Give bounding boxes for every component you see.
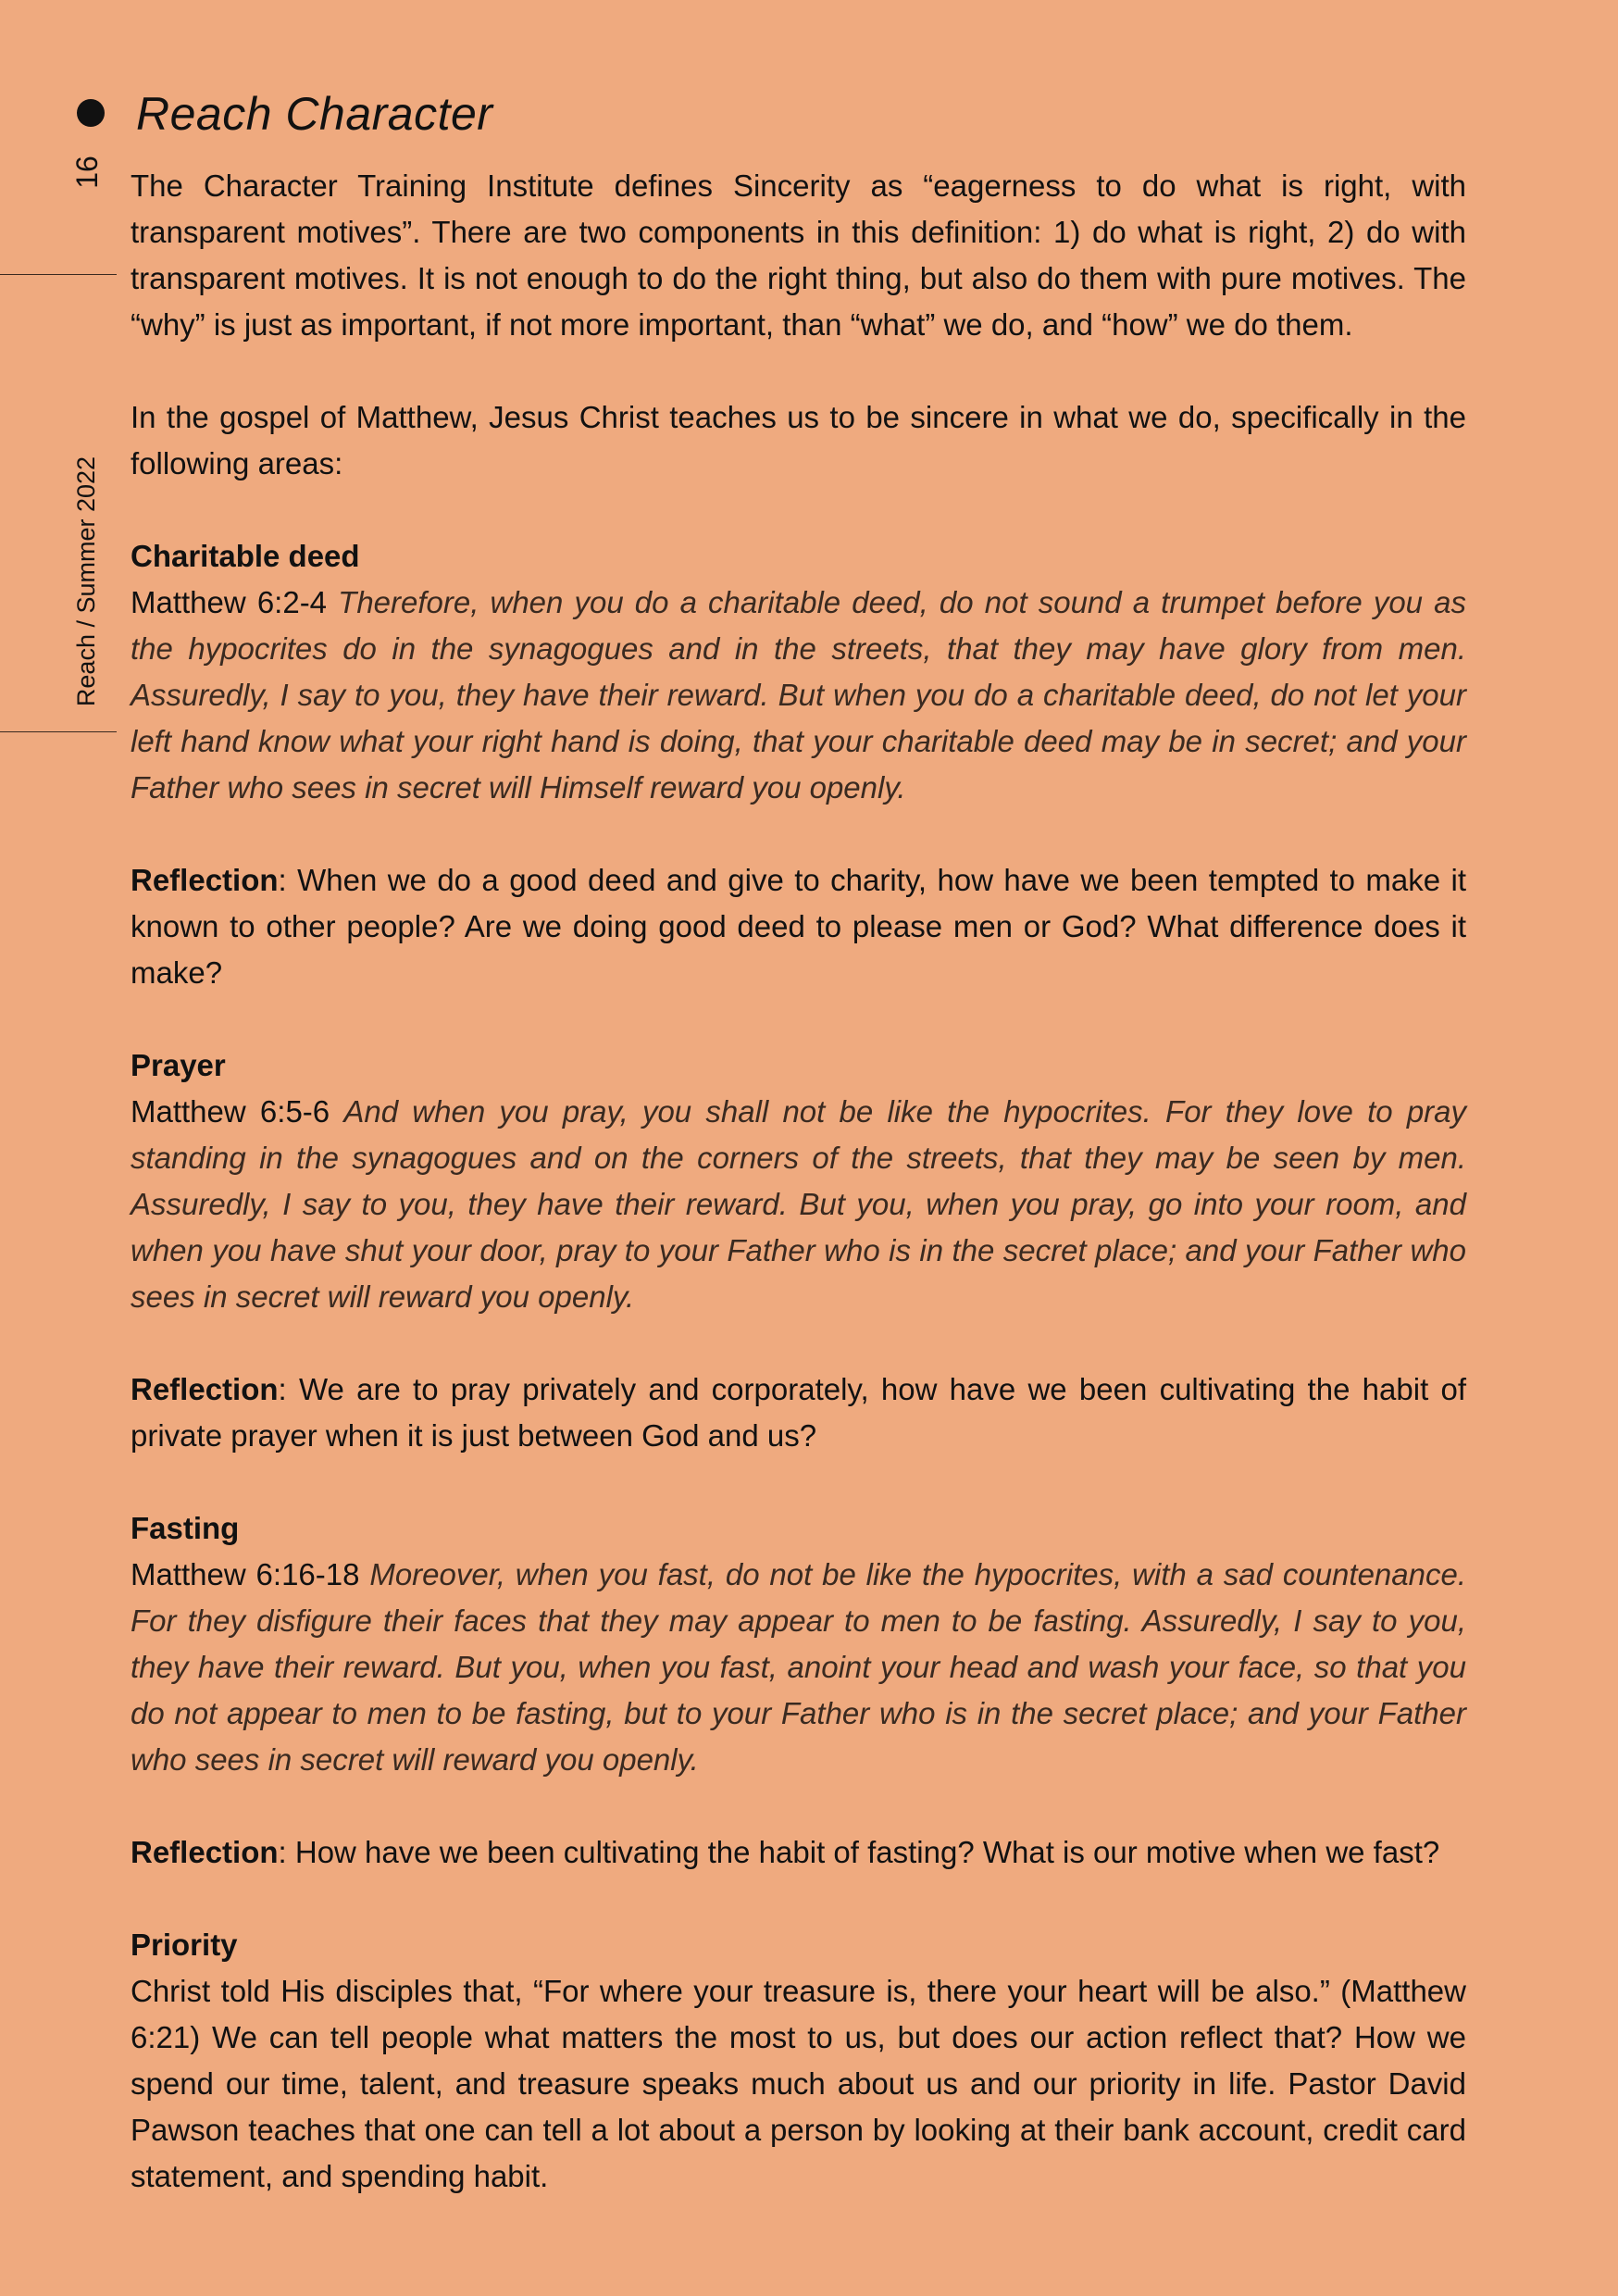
section-heading-charitable: Charitable deed xyxy=(131,539,360,573)
side-divider-bottom xyxy=(0,731,117,732)
scripture-verse: Therefore, when you do a charitable deed, do not sound a trumpet before you as the hypocrites do in the synagogues and in the streets, that they may have glory from men. Assuredly, I say to you, they have their reward. But when you do a charitable deed, do not let your left hand know what your right hand is doing, that your charitable deed may be in secret; and your Father who sees in secret will Himself reward you openly. xyxy=(131,585,1466,805)
scripture-reference: Matthew 6:5-6 xyxy=(131,1094,330,1129)
reflection-separator: : xyxy=(278,1372,299,1406)
scripture-verse: And when you pray, you shall not be like the hypocrites. For they love to pray standing in the synagogues and on the corners of the streets, that they may be seen by men. Assuredly, I say to you, they have their reward. But you, when you pray, go into your room, and when you have shut your door, pray to your Father who is in the secret place; and your Father who sees in secret will reward you openly. xyxy=(131,1094,1467,1314)
reflection-text: When we do a good deed and give to charity, how have we been tempted to make it known to other people? Are we doing good deed to please men or God? What difference does it make? xyxy=(131,863,1466,990)
reflection-label: Reflection xyxy=(131,863,279,897)
scripture-reference: Matthew 6:2-4 xyxy=(131,585,328,619)
reflection-separator: : xyxy=(278,1835,295,1869)
section-heading-priority: Priority xyxy=(131,1928,238,1962)
reflection-text: We are to pray privately and corporately, how have we been cultivating the habit of private prayer when it is just between God and us? xyxy=(131,1372,1467,1453)
intro-paragraph-2: In the gospel of Matthew, Jesus Christ teaches us to be sincere in what we do, specifically in the following areas: xyxy=(131,400,1466,480)
reflection-prayer xyxy=(131,1366,1466,1459)
scripture-prayer xyxy=(131,1089,1466,1320)
intro-paragraph: The Character Training Institute defines Sincerity as “eagerness to do what is right, with transparent motives”. There are two components in this definition: 1) do what is right, 2) do with transparent motives. It is not enough to do the right thing, but also do them with pure motives. The “why” is just as important, if not more important, than “what” we do, and “how” we do them. xyxy=(131,168,1466,342)
title-bullet-icon xyxy=(77,99,105,127)
scripture-fasting xyxy=(131,1552,1466,1783)
page-title: Reach Character xyxy=(136,88,493,140)
reflection-charitable xyxy=(131,857,1466,996)
publication-caption: Reach / Summer 2022 xyxy=(72,455,100,707)
scripture-charitable xyxy=(131,580,1466,811)
reflection-fasting xyxy=(131,1829,1466,1876)
scripture-verse: Moreover, when you fast, do not be like the hypocrites, with a sad countenance. For they disfigure their faces that they may appear to men to be fasting. Assuredly, I say to you, they have their reward. But you, when you fast, anoint your head and wash your face, so that you do not appear to men to be fasting, but to your Father who is in the secret place; and your Father who sees in secret will reward you openly. xyxy=(131,1557,1467,1777)
reflection-separator: : xyxy=(278,863,298,897)
reflection-text: How have we been cultivating the habit of fasting? What is our motive when we fast? xyxy=(294,1835,1440,1869)
article-body xyxy=(131,163,1466,2200)
side-divider-top xyxy=(0,274,117,275)
priority-paragraph: Christ told His disciples that, “For where your treasure is, there your heart will be also.” (Matthew 6:21) We can tell people what matters the most to us, but does our action reflect that? How we spend our time, talent, and treasure speaks much about us and our priority in life. Pastor David Pawson teaches that one can tell a lot about a person by looking at their bank account, credit card statement, and spending habit. xyxy=(131,1974,1466,2193)
reflection-label: Reflection xyxy=(131,1835,279,1869)
scripture-reference: Matthew 6:16-18 xyxy=(131,1557,360,1591)
reflection-label: Reflection xyxy=(131,1372,279,1406)
page-number: 16 xyxy=(69,156,104,189)
section-heading-prayer: Prayer xyxy=(131,1048,226,1082)
section-heading-fasting: Fasting xyxy=(131,1511,240,1545)
